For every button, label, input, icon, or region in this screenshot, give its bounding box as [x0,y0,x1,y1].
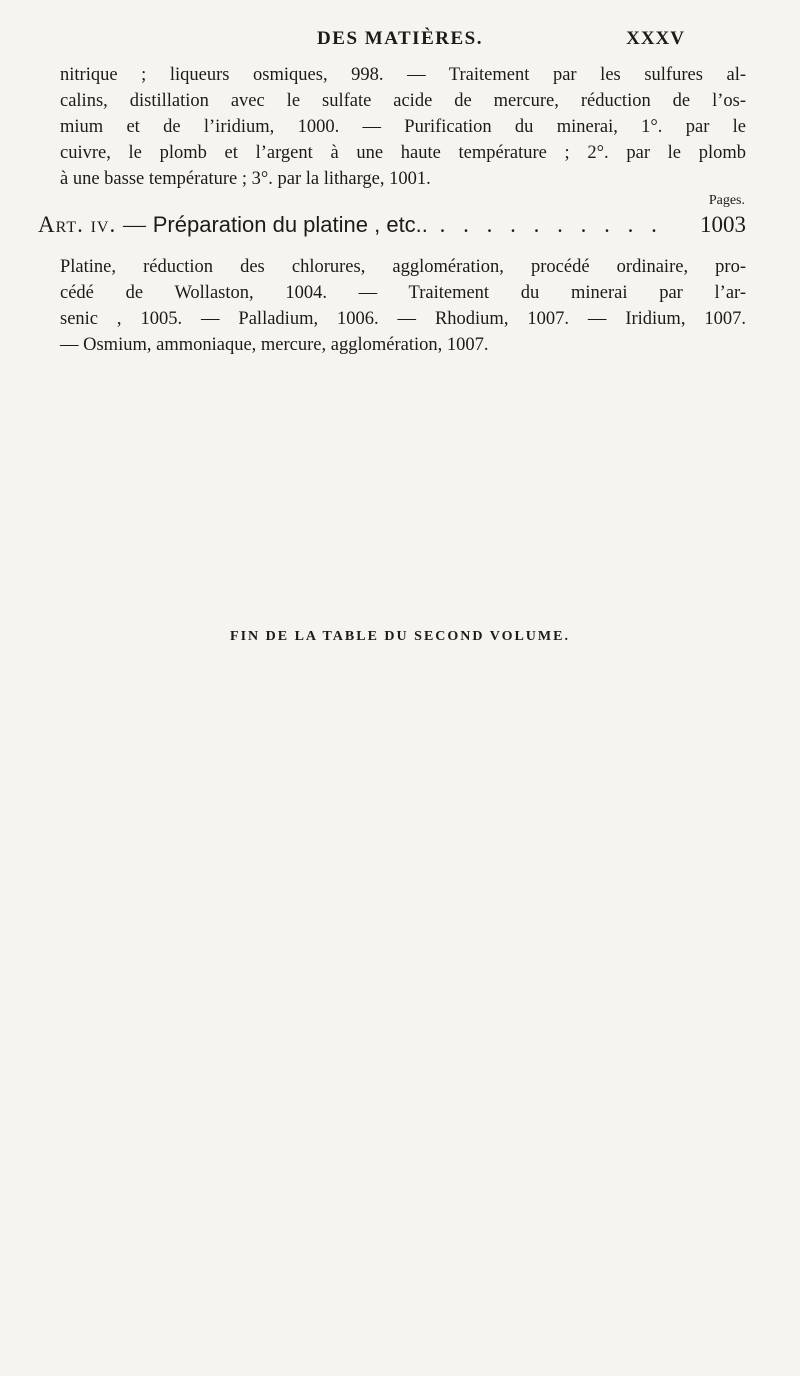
article-page-reference: 1003 [700,212,746,237]
text-line: senic , 1005. — Palladium, 1006. — Rhodium, 1007. — Iridium, 1007. [60,309,746,329]
text-line: calins, distillation avec le sulfate acide de mercure, réduction de l’os- [60,91,746,111]
running-title: DES MATIÈRES. [317,28,483,49]
text-line: Platine, réduction des chlorures, agglomération, procédé ordinaire, pro- [60,257,746,277]
text-line: mium et de l’iridium, 1000. — Purification du minerai, 1°. par le [60,117,746,137]
text-line: nitrique ; liqueurs osmiques, 998. — Traitement par les sulfures al- [60,65,746,85]
article-heading [38,212,746,238]
end-of-volume-note: FIN DE LA TABLE DU SECOND VOLUME. [230,629,570,644]
table-entry-continued [60,62,746,192]
page-number: XXXV [626,28,685,49]
dot-leader: . . . . . . . . . . [427,212,663,237]
text-line: cuivre, le plomb et l’argent à une haute température ; 2°. par le plomb [60,143,746,163]
article-title: Préparation du platine , etc.. [152,212,428,237]
article-summary [60,254,746,358]
article-number: Art. iv. — [38,212,147,237]
text-line: cédé de Wollaston, 1004. — Traitement du minerai par l’ar- [60,283,746,303]
page-header [0,28,800,56]
text-line: à une basse température ; 3°. par la litharge, 1001. [60,169,431,189]
pages-column-label: Pages. [708,193,745,208]
text-line: — Osmium, ammoniaque, mercure, agglomération, 1007. [60,335,489,355]
